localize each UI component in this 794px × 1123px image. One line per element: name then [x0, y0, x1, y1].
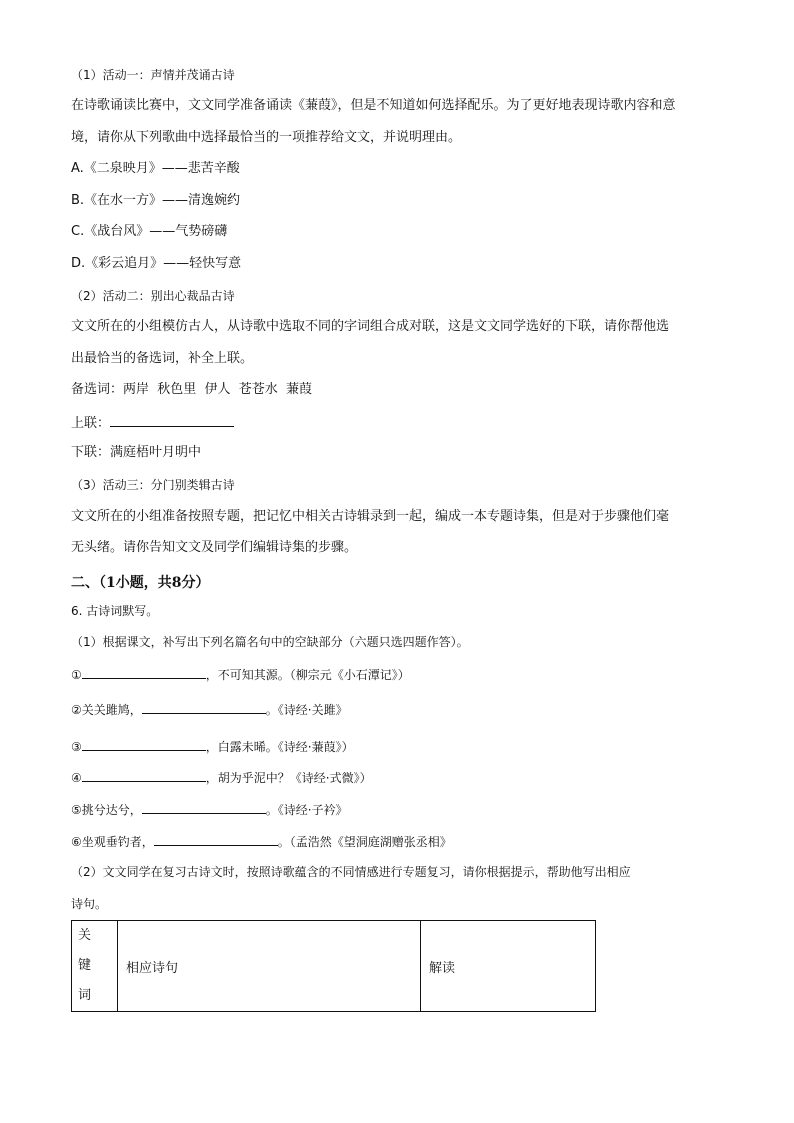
dictation-blank[interactable] — [142, 700, 266, 714]
dictation-suffix: 。《诗经·子衿》 — [265, 803, 348, 817]
option-c: C.《战台风》——气势磅礴 — [71, 224, 228, 239]
question6-sub2-line1: （2）文文同学在复习古诗文时，按照诗歌蕴含的不同情感进行专题复习，请你根据提示，帮助他写出相应 — [71, 865, 631, 879]
dictation-suffix: ，胡为乎泥中？《诗经·式微》） — [205, 771, 372, 785]
section2-title: 二、（1小题，共8分） — [71, 575, 210, 591]
dictation-blank[interactable] — [142, 800, 266, 814]
upper-couplet-label: 上联： — [71, 416, 111, 431]
dictation-suffix: ，白露未晞。《诗经·蒹葭》） — [205, 740, 354, 754]
dictation-suffix: 。《诗经·关雎》 — [265, 703, 348, 717]
activity2-paragraph-line2: 出最恰当的备选词，补全上联。 — [71, 351, 254, 366]
upper-couplet — [71, 413, 234, 433]
table-row — [72, 921, 596, 1012]
table-header-lines: 相应诗句 — [118, 921, 421, 1012]
activity1-heading: （1）活动一：声情并茂诵古诗 — [71, 68, 235, 82]
keyword-table — [71, 920, 596, 1012]
question6-sub1: （1）根据课文，补写出下列名篇名句中的空缺部分（六题只选四题作答）。 — [71, 635, 469, 649]
option-b: B.《在水一方》——清逸婉约 — [71, 193, 241, 208]
dictation-item-2 — [71, 700, 348, 719]
table-header-keyword: 关键词 — [72, 921, 118, 1012]
activity3-paragraph-line2: 无头绪。请你告知文文及同学们编辑诗集的步骤。 — [71, 540, 358, 555]
dictation-prefix: ②关关雎鸠， — [71, 703, 142, 717]
option-a: A.《二泉映月》——悲苦辛酸 — [71, 161, 240, 176]
dictation-suffix: 。（孟浩然《望洞庭湖赠张丞相》 — [277, 835, 452, 849]
dictation-prefix: ① — [71, 668, 82, 682]
dictation-item-6 — [71, 832, 452, 851]
activity1-paragraph-line2: 境，请你从下列歌曲中选择最恰当的一项推荐给文文，并说明理由。 — [71, 130, 462, 145]
activity1-paragraph-line1: 在诗歌诵读比赛中，文文同学准备诵读《蒹葭》，但是不知道如何选择配乐。为了更好地表现诗歌内容和意 — [71, 98, 676, 113]
table-header-interpretation: 解读 — [421, 921, 596, 1012]
dictation-blank[interactable] — [82, 665, 206, 679]
dictation-blank[interactable] — [154, 832, 278, 846]
activity2-paragraph-line1: 文文所在的小组模仿古人，从诗歌中选取不同的字词组合成对联，这是文文同学选好的下联，请你帮他选 — [71, 319, 670, 334]
dictation-item-3 — [71, 737, 354, 756]
dictation-blank[interactable] — [82, 737, 206, 751]
dictation-item-1 — [71, 665, 410, 684]
option-d: D.《彩云追月》——轻快写意 — [71, 256, 242, 271]
question6-sub2-line2: 诗句。 — [71, 897, 108, 911]
candidate-words: 备选词：两岸 秋色里 伊人 苍苍水 蒹葭 — [71, 382, 313, 397]
dictation-prefix: ④ — [71, 771, 82, 785]
question6: 6. 古诗词默写。 — [71, 604, 159, 618]
lower-couplet: 下联：满庭梧叶月明中 — [71, 445, 202, 460]
dictation-blank[interactable] — [82, 768, 206, 782]
dictation-item-5 — [71, 800, 348, 819]
activity2-heading: （2）活动二：别出心裁品古诗 — [71, 289, 235, 303]
dictation-item-4 — [71, 768, 372, 787]
activity3-heading: （3）活动三：分门别类辑古诗 — [71, 478, 235, 492]
dictation-suffix: ，不可知其源。（柳宗元《小石潭记》） — [205, 668, 410, 682]
dictation-prefix: ③ — [71, 740, 82, 754]
activity3-paragraph-line1: 文文所在的小组准备按照专题，把记忆中相关古诗辑录到一起，编成一本专题诗集，但是对于步骤他们毫 — [71, 509, 670, 524]
dictation-prefix: ⑥坐观垂钓者， — [71, 835, 154, 849]
dictation-prefix: ⑤挑兮达兮， — [71, 803, 142, 817]
upper-couplet-blank[interactable] — [110, 413, 234, 427]
